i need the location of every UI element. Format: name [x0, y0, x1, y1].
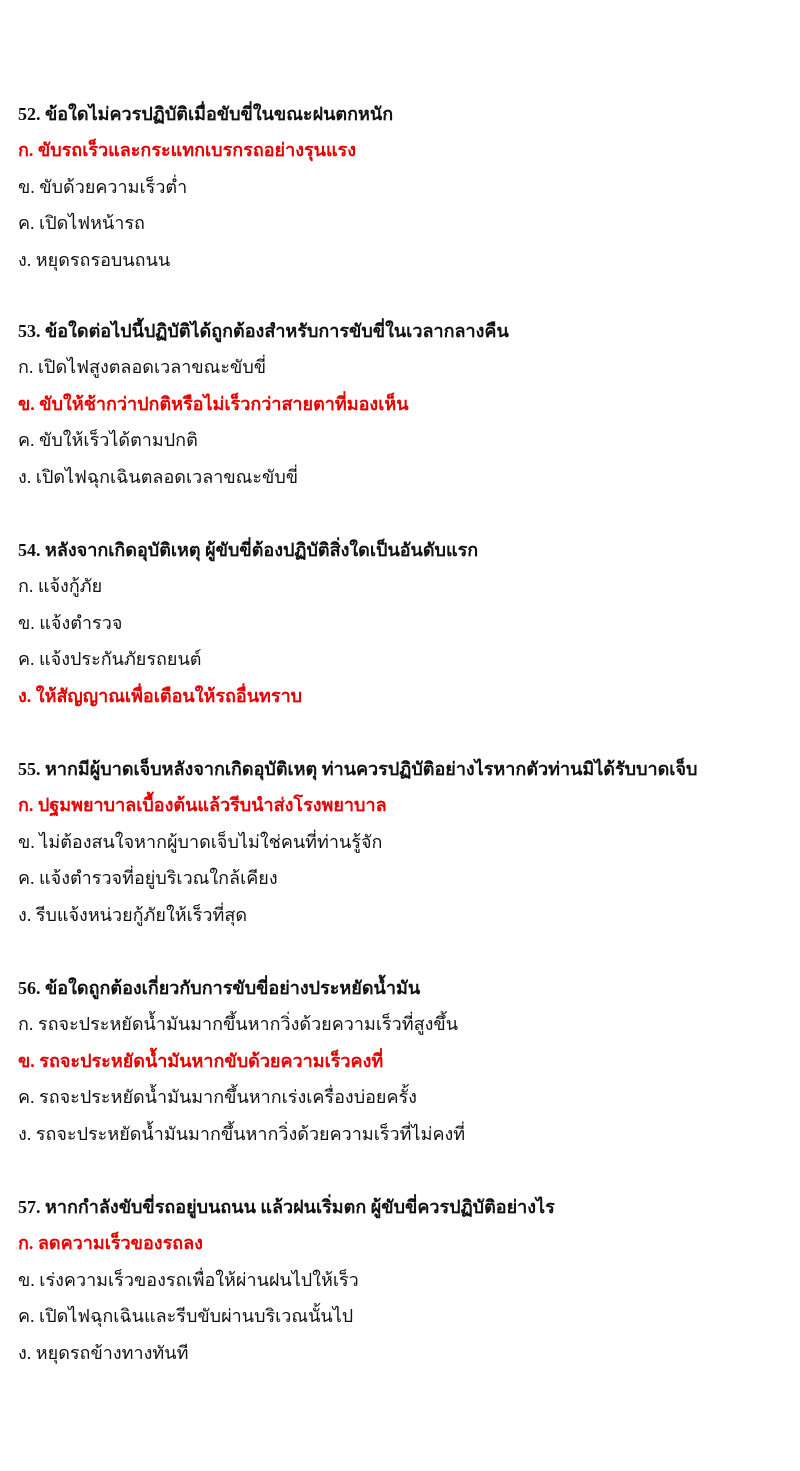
choice-d: ง. หยุดรถข้างทางทันที [18, 1342, 189, 1363]
choice-b: ข. ไม่ต้องสนใจหากผู้บาดเจ็บไม่ใช่คนที่ท่านรู้จัก [18, 831, 383, 852]
choice-d: ง. รถจะประหยัดน้ำมันมากขึ้นหากวิ่งด้วยความเร็วที่ไม่คงที่ [18, 1123, 466, 1144]
choice-b: ข. เร่งความเร็วของรถเพื่อให้ผ่านฝนไปให้เร็ว [18, 1269, 359, 1290]
question-53 [18, 313, 788, 495]
question-text: 52. ข้อใดไม่ควรปฏิบัติเมื่อขับขี่ในขณะฝนตกหนัก [18, 104, 394, 124]
choice-a: ก. รถจะประหยัดน้ำมันมากขึ้นหากวิ่งด้วยความเร็วที่สูงขึ้น [18, 1014, 459, 1034]
question-54 [18, 532, 788, 714]
choice-d: ง. หยุดรถรอบนถนน [18, 249, 171, 270]
question-text: 53. ข้อใดต่อไปนี้ปฏิบัติได้ถูกต้องสำหรับการขับขี่ในเวลากลางคืน [18, 321, 509, 341]
question-text: 55. หากมีผู้บาดเจ็บหลังจากเกิดอุบัติเหตุ ท่านควรปฏิบัติอย่างไรหากตัวท่านมิได้รับบาดเจ็บ [18, 759, 698, 779]
question-text: 54. หลังจากเกิดอุบัติเหตุ ผู้ขับขี่ต้องปฏิบัติสิ่งใดเป็นอันดับแรก [18, 540, 479, 560]
choice-a: ก. ลดความเร็วของรถลง [18, 1233, 203, 1253]
choice-a: ก. ขับรถเร็วและกระแทกเบรกรถอย่างรุนแรง [18, 140, 357, 160]
choice-c: ค. เปิดไฟหน้ารถ [18, 213, 145, 233]
choice-a: ก. ปฐมพยาบาลเบื้องต้นแล้วรีบนำส่งโรงพยาบาล [18, 795, 387, 815]
question-text: 56. ข้อใดถูกต้องเกี่ยวกับการขับขี่อย่างประหยัดน้ำมัน [18, 978, 421, 998]
choice-c: ค. ขับให้เร็วได้ตามปกติ [18, 430, 198, 450]
question-52 [18, 96, 788, 278]
choice-b: ข. รถจะประหยัดน้ำมันหากขับด้วยความเร็วคงที่ [18, 1050, 384, 1071]
question-55 [18, 751, 788, 933]
question-text: 57. หากกำลังขับขี่รถอยู่บนถนน แล้วฝนเริ่มตก ผู้ขับขี่ควรปฏิบัติอย่างไร [18, 1197, 555, 1217]
choice-a: ก. แจ้งกู้ภัย [18, 576, 103, 596]
choice-d: ง. รีบแจ้งหน่วยกู้ภัยให้เร็วที่สุด [18, 904, 248, 925]
choice-b: ข. แจ้งตำรวจ [18, 612, 123, 633]
choice-a: ก. เปิดไฟสูงตลอดเวลาขณะขับขี่ [18, 357, 267, 377]
choice-b: ข. ขับให้ช้ากว่าปกติหรือไม่เร็วกว่าสายตาที่มองเห็น [18, 393, 409, 414]
choice-b: ข. ขับด้วยความเร็วต่ำ [18, 176, 188, 197]
choice-c: ค. แจ้งตำรวจที่อยู่บริเวณใกล้เคียง [18, 868, 278, 888]
choice-c: ค. เปิดไฟฉุกเฉินและรีบขับผ่านบริเวณนั้นไป [18, 1306, 354, 1326]
choice-d: ง. เปิดไฟฉุกเฉินตลอดเวลาขณะขับขี่ [18, 466, 299, 487]
question-56 [18, 970, 788, 1152]
choice-d: ง. ให้สัญญาณเพื่อเตือนให้รถอื่นทราบ [18, 685, 303, 706]
choice-c: ค. แจ้งประกันภัยรถยนต์ [18, 649, 202, 669]
choice-c: ค. รถจะประหยัดน้ำมันมากขึ้นหากเร่งเครื่องบ่อยครั้ง [18, 1087, 417, 1107]
question-57 [18, 1189, 788, 1371]
